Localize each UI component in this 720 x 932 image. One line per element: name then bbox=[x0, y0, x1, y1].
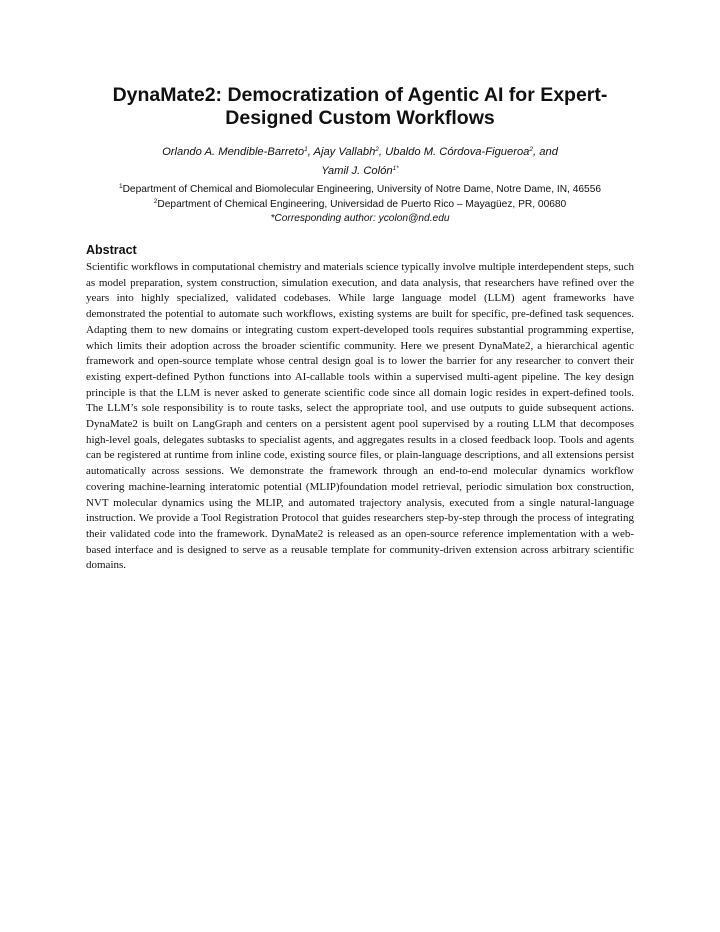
author-affiliation-mark: 2 bbox=[529, 146, 534, 153]
affiliation bbox=[86, 184, 634, 196]
author-list bbox=[86, 143, 634, 181]
author bbox=[314, 146, 379, 158]
affiliation-text: Department of Chemical and Biomolecular Engineering, University of Notre Dame, Notre Dame, IN, 46556 bbox=[122, 184, 602, 195]
abstract-text: Scientific workflows in computational chemistry and materials science typically involve multiple interdependent steps, such as model preparation, system construction, simulation execution, and data analysis, that researchers have refined over the years into highly specialized, validated codebases. While large language model (LLM) agent frameworks have demonstrated the potential to automate such workflows, existing systems are built for specific, pre-defined task sequences. Adapting them to new domains or integrating custom expert-developed tools requires substantial programming expertise, which limits their adoption across the broader scientific community. Here we present DynaMate2, a hierarchical agentic framework and open-source template whose central design goal is to lower the barrier for any researcher to convert their existing expert-defined Python functions into AI-callable tools within a supervised multi-agent pipeline. The key design principle is that the LLM is never asked to generate scientific code since all domain logic resides in expert-defined tools. The LLM’s sole responsibility is to route tasks, select the appropriate tool, and use outputs to guide subsequent actions. DynaMate2 is built on LangGraph and centers on a persistent agent pool supervised by a routing LLM that decomposes high-level goals, delegates subtasks to specialist agents, and aggregates results in a closed feedback loop. Tools and agents can be registered at runtime from inline code, existing source files, or plain-language descriptions, and all extensions persist automatically across sessions. We demonstrate the framework through an end-to-end molecular dynamics workflow covering machine-learning interatomic potential (MLIP)foundation model retrieval, periodic simulation box construction, NVT molecular dynamics using the MLIP, and automated trajectory analysis, executed from a single natural-language instruction. We provide a Tool Registration Protocol that guides researchers step-by-step through the process of integrating their validated code into the framework. DynaMate2 is released as an open-source reference implementation with a web-based interface and is designed to serve as a reusable template for community-driven extension across arbitrary scientific domains. bbox=[86, 261, 634, 572]
paper-page bbox=[86, 84, 634, 574]
author-name: Yamil J. Colón bbox=[321, 165, 393, 177]
author-separator: , and bbox=[533, 146, 558, 158]
paper-title: DynaMate2: Democratization of Agentic AI for Expert-Designed Custom Workflows bbox=[112, 84, 608, 129]
author-affiliation-mark: 1* bbox=[392, 165, 399, 172]
corresponding-author: *Corresponding author: ycolon@nd.edu bbox=[270, 213, 450, 224]
affiliation-mark: 2 bbox=[153, 198, 158, 205]
author-separator: , bbox=[307, 146, 314, 158]
author-name: Orlando A. Mendible-Barreto bbox=[162, 146, 305, 158]
author-affiliation-mark: 1 bbox=[304, 146, 308, 153]
author-name: Ubaldo M. Córdova-Figueroa bbox=[385, 146, 530, 158]
affiliation-mark: 1 bbox=[118, 183, 123, 190]
author bbox=[321, 165, 398, 177]
affiliation-text: Department of Chemical Engineering, Universidad de Puerto Rico – Mayagüez, PR, 00680 bbox=[157, 199, 567, 210]
author-name: Ajay Vallabh bbox=[313, 146, 376, 158]
author bbox=[385, 146, 533, 158]
author bbox=[162, 146, 308, 158]
author-affiliation-mark: 2 bbox=[375, 146, 379, 153]
affiliation bbox=[86, 199, 634, 211]
abstract-heading: Abstract bbox=[86, 243, 137, 257]
author-separator: , bbox=[378, 146, 386, 158]
